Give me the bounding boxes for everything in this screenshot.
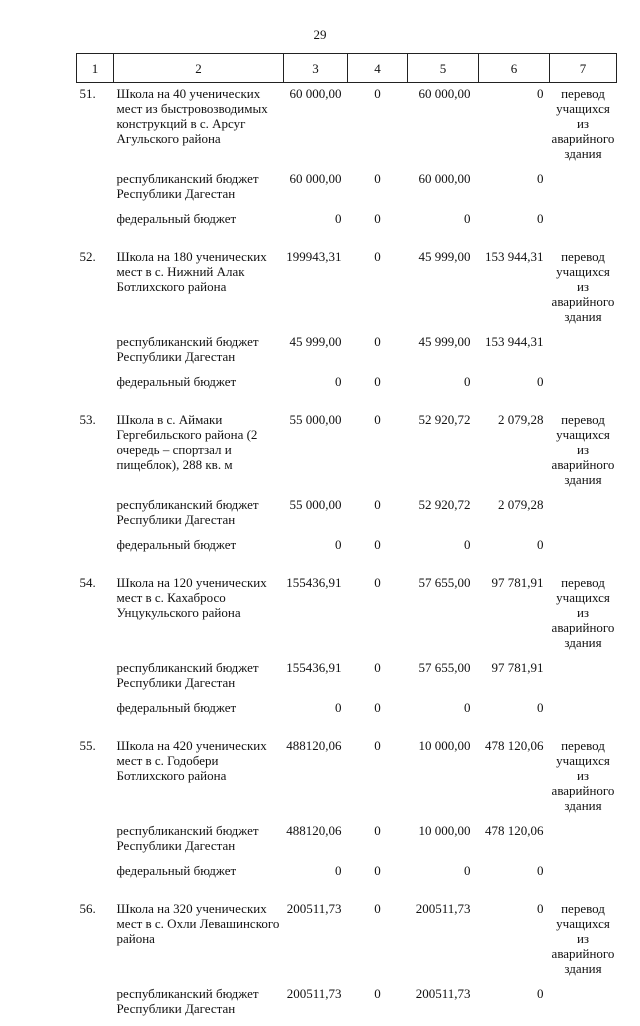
note <box>550 374 617 389</box>
note <box>550 334 617 364</box>
budget-source-row <box>77 334 617 364</box>
row-spacer <box>77 1016 617 1026</box>
row-spacer <box>77 161 617 171</box>
budget-source-row <box>77 497 617 527</box>
header-col-3: 3 <box>284 54 348 83</box>
col4-value: 0 <box>348 171 408 201</box>
row-spacer <box>77 236 617 246</box>
budget-source-row <box>77 700 617 715</box>
col6-value: 478 120,06 <box>479 735 550 813</box>
col4-value: 0 <box>348 246 408 324</box>
total-amount: 155436,91 <box>284 660 348 690</box>
col5-value: 45 999,00 <box>408 246 479 324</box>
note <box>550 823 617 853</box>
budget-source-row <box>77 211 617 226</box>
header-col-7: 7 <box>550 54 617 83</box>
total-amount: 200511,73 <box>284 898 348 976</box>
col6-value: 0 <box>479 374 550 389</box>
row-spacer <box>77 487 617 497</box>
col5-value: 0 <box>408 700 479 715</box>
row-number <box>77 700 114 715</box>
budget-source-row <box>77 537 617 552</box>
col4-value: 0 <box>348 409 408 487</box>
row-number <box>77 986 114 1016</box>
col6-value: 97 781,91 <box>479 660 550 690</box>
col5-value: 52 920,72 <box>408 409 479 487</box>
col6-value: 2 079,28 <box>479 409 550 487</box>
col5-value: 10 000,00 <box>408 735 479 813</box>
note <box>550 700 617 715</box>
note: перевод учащихся из аварийного здания <box>550 735 617 813</box>
note: перевод учащихся из аварийного здания <box>550 246 617 324</box>
col4-value: 0 <box>348 660 408 690</box>
total-amount: 199943,31 <box>284 246 348 324</box>
row-number <box>77 334 114 364</box>
col5-value: 200511,73 <box>408 986 479 1016</box>
row-number <box>77 823 114 853</box>
col4-value: 0 <box>348 537 408 552</box>
row-number <box>77 171 114 201</box>
header-col-5: 5 <box>408 54 479 83</box>
row-spacer <box>77 364 617 374</box>
col4-value: 0 <box>348 700 408 715</box>
total-amount: 60 000,00 <box>284 83 348 162</box>
school-row <box>77 735 617 813</box>
total-amount: 0 <box>284 700 348 715</box>
col6-value: 0 <box>479 863 550 878</box>
school-row <box>77 572 617 650</box>
row-spacer <box>77 226 617 236</box>
col6-value: 0 <box>479 537 550 552</box>
total-amount: 488120,06 <box>284 823 348 853</box>
col5-value: 200511,73 <box>408 898 479 976</box>
col6-value: 0 <box>479 171 550 201</box>
object-name: республиканский бюджет Республики Дагестан <box>114 334 284 364</box>
row-spacer <box>77 201 617 211</box>
col5-value: 0 <box>408 537 479 552</box>
col5-value: 0 <box>408 211 479 226</box>
col6-value: 478 120,06 <box>479 823 550 853</box>
total-amount: 0 <box>284 211 348 226</box>
object-name: республиканский бюджет Республики Дагестан <box>114 660 284 690</box>
row-spacer <box>77 650 617 660</box>
note <box>550 537 617 552</box>
table-header <box>77 54 617 83</box>
row-spacer <box>77 399 617 409</box>
row-number: 56. <box>77 898 114 976</box>
budget-source-row <box>77 660 617 690</box>
col4-value: 0 <box>348 823 408 853</box>
header-col-4: 4 <box>348 54 408 83</box>
row-spacer <box>77 552 617 562</box>
total-amount: 155436,91 <box>284 572 348 650</box>
col4-value: 0 <box>348 735 408 813</box>
total-amount: 0 <box>284 374 348 389</box>
row-spacer <box>77 389 617 399</box>
row-number <box>77 537 114 552</box>
total-amount: 60 000,00 <box>284 171 348 201</box>
object-name: федеральный бюджет <box>114 211 284 226</box>
budget-source-row <box>77 823 617 853</box>
object-name: Школа на 180 ученических мест в с. Нижний Алак Ботлихского района <box>114 246 284 324</box>
col5-value: 10 000,00 <box>408 823 479 853</box>
object-name: федеральный бюджет <box>114 537 284 552</box>
total-amount: 55 000,00 <box>284 497 348 527</box>
budget-table <box>76 53 617 1026</box>
school-row <box>77 83 617 162</box>
object-name: федеральный бюджет <box>114 863 284 878</box>
row-number <box>77 374 114 389</box>
budget-source-row <box>77 171 617 201</box>
row-number <box>77 497 114 527</box>
row-number: 53. <box>77 409 114 487</box>
col5-value: 45 999,00 <box>408 334 479 364</box>
row-spacer <box>77 690 617 700</box>
note <box>550 497 617 527</box>
row-spacer <box>77 725 617 735</box>
col5-value: 52 920,72 <box>408 497 479 527</box>
col6-value: 153 944,31 <box>479 246 550 324</box>
object-name: республиканский бюджет Республики Дагестан <box>114 171 284 201</box>
col6-value: 0 <box>479 211 550 226</box>
col4-value: 0 <box>348 497 408 527</box>
object-name: Школа на 120 ученических мест в с. Кахабросо Унцукульского района <box>114 572 284 650</box>
note: перевод учащихся из аварийного здания <box>550 83 617 162</box>
budget-source-row <box>77 863 617 878</box>
col6-value: 0 <box>479 83 550 162</box>
note: перевод учащихся из аварийного здания <box>550 409 617 487</box>
total-amount: 55 000,00 <box>284 409 348 487</box>
note <box>550 863 617 878</box>
col4-value: 0 <box>348 374 408 389</box>
row-spacer <box>77 976 617 986</box>
col4-value: 0 <box>348 898 408 976</box>
budget-source-row <box>77 374 617 389</box>
row-number: 52. <box>77 246 114 324</box>
object-name: Школа в с. Аймаки Гергебильского района (2 очередь – спортзал и пищеблок), 288 кв. м <box>114 409 284 487</box>
col5-value: 57 655,00 <box>408 660 479 690</box>
note <box>550 986 617 1016</box>
school-row <box>77 409 617 487</box>
header-row <box>77 54 617 83</box>
row-spacer <box>77 324 617 334</box>
note: перевод учащихся из аварийного здания <box>550 572 617 650</box>
col6-value: 2 079,28 <box>479 497 550 527</box>
header-col-2: 2 <box>114 54 284 83</box>
header-col-6: 6 <box>479 54 550 83</box>
col4-value: 0 <box>348 863 408 878</box>
total-amount: 0 <box>284 537 348 552</box>
col6-value: 0 <box>479 986 550 1016</box>
object-name: республиканский бюджет Республики Дагестан <box>114 823 284 853</box>
total-amount: 488120,06 <box>284 735 348 813</box>
header-col-1: 1 <box>77 54 114 83</box>
total-amount: 200511,73 <box>284 986 348 1016</box>
school-row <box>77 898 617 976</box>
col4-value: 0 <box>348 211 408 226</box>
row-spacer <box>77 715 617 725</box>
page-number: 29 <box>0 27 640 43</box>
col5-value: 0 <box>408 374 479 389</box>
row-number: 54. <box>77 572 114 650</box>
row-spacer <box>77 878 617 888</box>
object-name: Школа на 40 ученических мест из быстровозводимых конструкций в с. Арсуг Агульского района <box>114 83 284 162</box>
row-spacer <box>77 853 617 863</box>
col6-value: 153 944,31 <box>479 334 550 364</box>
object-name: федеральный бюджет <box>114 374 284 389</box>
col4-value: 0 <box>348 334 408 364</box>
col5-value: 60 000,00 <box>408 83 479 162</box>
col4-value: 0 <box>348 986 408 1016</box>
row-spacer <box>77 562 617 572</box>
school-row <box>77 246 617 324</box>
row-spacer <box>77 527 617 537</box>
col5-value: 60 000,00 <box>408 171 479 201</box>
note <box>550 660 617 690</box>
row-spacer <box>77 813 617 823</box>
table-body <box>77 83 617 1026</box>
budget-source-row <box>77 986 617 1016</box>
note: перевод учащихся из аварийного здания <box>550 898 617 976</box>
object-name: Школа на 320 ученических мест в с. Охли Левашинского района <box>114 898 284 976</box>
col6-value: 0 <box>479 700 550 715</box>
col4-value: 0 <box>348 572 408 650</box>
note <box>550 211 617 226</box>
total-amount: 45 999,00 <box>284 334 348 364</box>
object-name: Школа на 420 ученических мест в с. Годобери Ботлихского района <box>114 735 284 813</box>
note <box>550 171 617 201</box>
object-name: республиканский бюджет Республики Дагестан <box>114 986 284 1016</box>
row-number: 55. <box>77 735 114 813</box>
col4-value: 0 <box>348 83 408 162</box>
total-amount: 0 <box>284 863 348 878</box>
object-name: республиканский бюджет Республики Дагестан <box>114 497 284 527</box>
col6-value: 0 <box>479 898 550 976</box>
object-name: федеральный бюджет <box>114 700 284 715</box>
col5-value: 0 <box>408 863 479 878</box>
col5-value: 57 655,00 <box>408 572 479 650</box>
row-number <box>77 211 114 226</box>
col6-value: 97 781,91 <box>479 572 550 650</box>
row-number: 51. <box>77 83 114 162</box>
row-spacer <box>77 888 617 898</box>
row-number <box>77 660 114 690</box>
row-number <box>77 863 114 878</box>
